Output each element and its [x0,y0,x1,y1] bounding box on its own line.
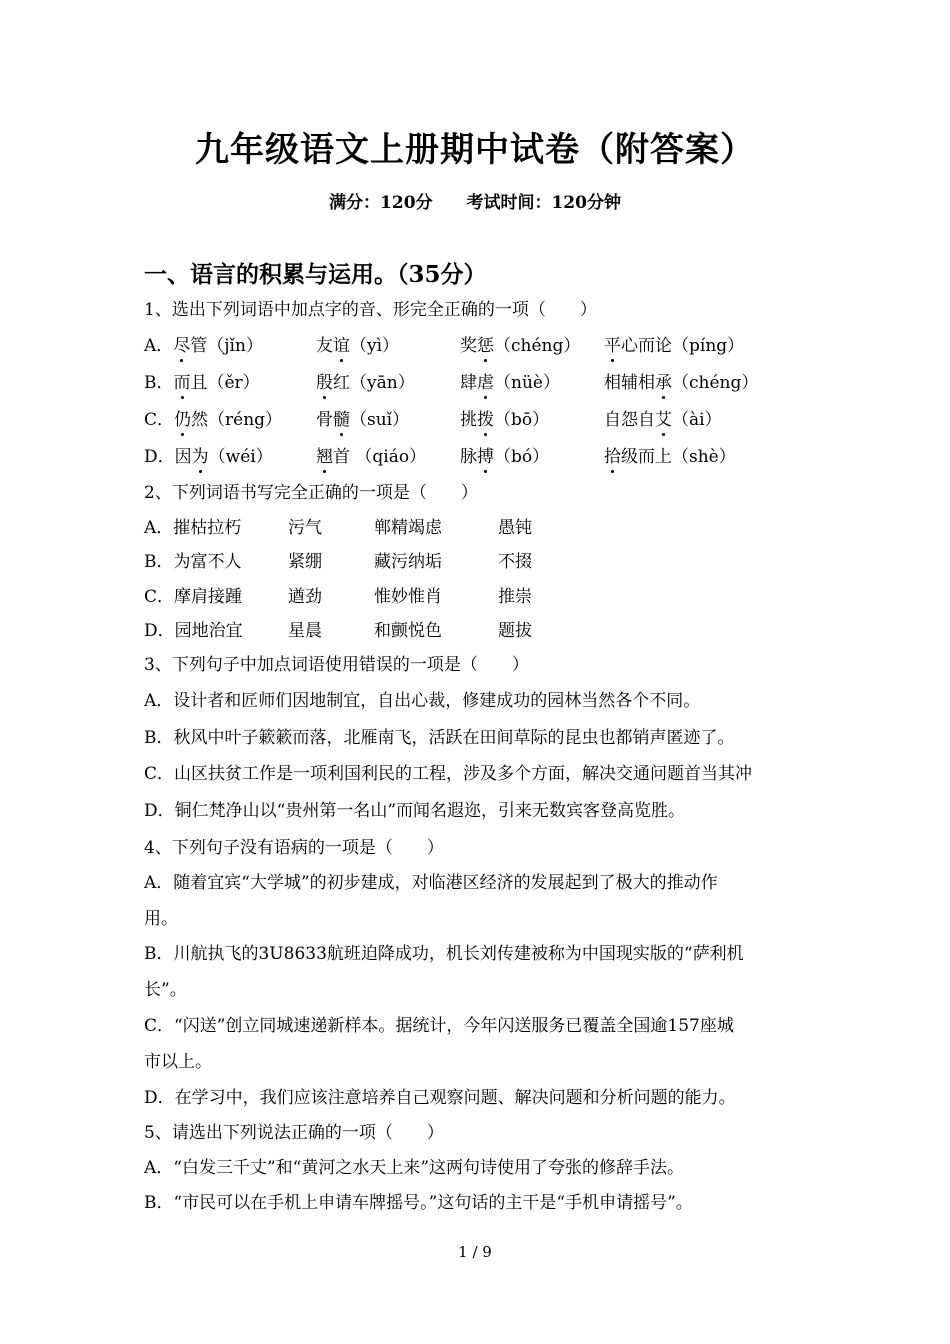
exam-info [0,188,950,213]
question-4-option-line: C．“闪送”创立同城速递新样本。据统计，今年闪送服务已覆盖全国逾157座城 [144,1016,734,1036]
option-cell: D．园地治宜 [144,621,243,641]
page-number: 1 / 9 [458,1243,492,1261]
question-4-stem: 4、下列句子没有语病的一项是（ ） [144,838,444,858]
question-1-row [144,334,808,358]
question-2-row [144,550,808,574]
question-3-stem: 3、下列句子中加点词语使用错误的一项是（ ） [144,655,529,675]
question-1-stem: 1、选出下列词语中加点字的音、形完全正确的一项（ ） [144,300,597,320]
question-5-option: A．“白发三千丈”和“黄河之水天上来”这两句诗使用了夸张的修辞手法。 [144,1158,685,1178]
question-4-option-line: A．随着宜宾“大学城”的初步建成，对临港区经济的发展起到了极大的推动作 [144,873,718,893]
option-cell: A．摧枯拉朽 [144,518,242,538]
option-cell: 骨髓（suǐ） [316,410,410,430]
question-2-row [144,619,808,643]
option-cell: A．尽管（jǐn） [144,336,263,356]
question-4-option-line: B．川航执飞的3U8633航班迫降成功，机长刘传建被称为中国现实版的“萨利机 [144,944,744,964]
option-cell: 不掇 [498,552,532,572]
option-cell: 相辅相承（chéng） [604,373,759,393]
option-cell: 脉搏（bó） [460,447,550,467]
question-4-option-line: 用。 [144,909,178,929]
option-cell: 星晨 [288,621,322,641]
question-2-row [144,516,808,540]
option-cell: D．因为（wéi） [144,447,273,467]
question-3-option: A．设计者和匠师们因地制宜，自出心裁，修建成功的园林当然各个不同。 [144,691,701,711]
option-cell: B．而且（ěr） [144,373,260,393]
option-cell: 挑拨（bō） [460,410,550,430]
question-5-stem: 5、请选出下列说法正确的一项（ ） [144,1123,444,1143]
option-cell: 郸精竭虑 [374,518,442,538]
question-5-option: B．“市民可以在手机上申请车牌摇号。”这句话的主干是“手机申请摇号”。 [144,1193,693,1213]
section-heading: 一、语言的积累与运用。（35分） [144,261,487,288]
option-cell: C．摩肩接踵 [144,587,243,607]
option-cell: 平心而论（píng） [604,336,745,356]
question-4-option-line: 长”。 [144,980,187,1000]
option-cell: C．仍然（réng） [144,410,283,430]
full-score: 满分：120分 [329,193,433,213]
option-cell: 污气 [288,518,322,538]
question-4-option-line: D．在学习中，我们应该注意培养自己观察问题、解决问题和分析问题的能力。 [144,1088,736,1108]
question-3-option: C．山区扶贫工作是一项利国利民的工程，涉及多个方面，解决交通问题首当其冲 [144,764,753,784]
question-1-row [144,408,808,432]
question-3-option: D．铜仁梵净山以“贵州第一名山”而闻名遐迩，引来无数宾客登高览胜。 [144,801,686,821]
question-1-row [144,371,808,395]
option-cell: 惟妙惟肖 [374,587,442,607]
question-4-option-line: 市以上。 [144,1052,212,1072]
option-cell: 推崇 [498,587,532,607]
page-title: 九年级语文上册期中试卷（附答案） [195,130,755,170]
option-cell: 愚钝 [498,518,532,538]
option-cell: 奖惩（chéng） [460,336,581,356]
option-cell: 遒劲 [288,587,322,607]
option-cell: 翘首 （qiáo） [316,447,427,467]
option-cell: 自怨自艾（ài） [604,410,722,430]
exam-time: 考试时间：120分钟 [466,193,621,213]
option-cell: 拾级而上（shè） [604,447,736,467]
option-cell: B．为富不人 [144,552,242,572]
question-1-row [144,445,808,469]
question-2-stem: 2、下列词语书写完全正确的一项是（ ） [144,483,478,503]
option-cell: 友谊（yì） [316,336,400,356]
option-cell: 题拔 [498,621,532,641]
option-cell: 殷红（yān） [316,373,415,393]
question-3-option: B．秋风中叶子簌簌而落，北雁南飞，活跃在田间草际的昆虫也都销声匿迹了。 [144,728,735,748]
option-cell: 藏污纳垢 [374,552,442,572]
option-cell: 紧绷 [288,552,322,572]
option-cell: 和颤悦色 [374,621,442,641]
option-cell: 肆虐（nüè） [460,373,560,393]
question-2-row [144,585,808,609]
